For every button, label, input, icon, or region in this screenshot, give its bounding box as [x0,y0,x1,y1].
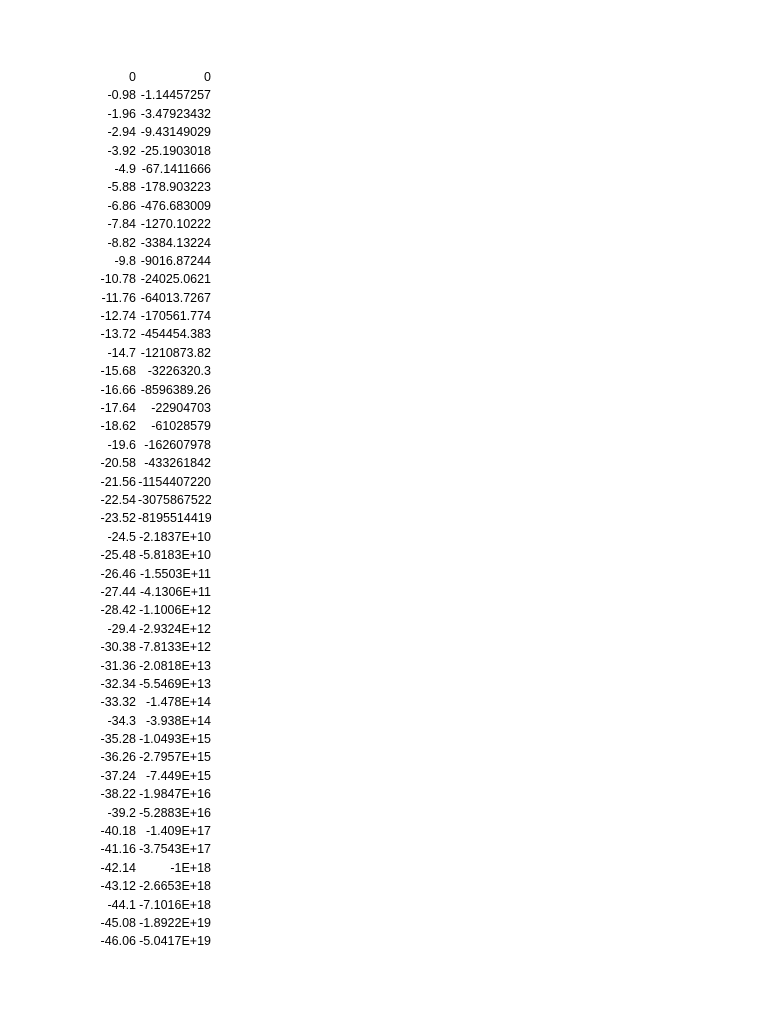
column-b-cell[interactable]: -9.43149029 [140,125,211,140]
data-row [0,822,211,840]
column-b-cell[interactable]: -2.9324E+12 [139,621,211,636]
spreadsheet-data [0,68,211,951]
column-b-cell[interactable]: -178.903223 [140,180,211,195]
column-b-cell[interactable]: -1.8922E+19 [139,915,211,930]
column-a-cell[interactable]: -46.06 [100,934,136,949]
data-row [0,215,211,233]
data-row [0,914,211,932]
data-row [0,307,211,325]
column-a-cell[interactable]: -18.62 [100,419,136,434]
data-row [0,105,211,123]
column-b-cell[interactable]: -2.7957E+15 [139,750,211,765]
data-row [0,289,211,307]
column-a-cell[interactable]: -29.4 [107,621,136,636]
column-a-cell[interactable]: -41.16 [100,842,136,857]
data-row [0,638,211,656]
column-b-cell[interactable]: -1.478E+14 [146,695,211,710]
data-row [0,932,211,950]
column-b-cell[interactable]: -67.1411666 [141,161,211,176]
column-a-cell[interactable]: -33.32 [100,695,136,710]
data-row [0,399,211,417]
column-b-cell[interactable]: -8195514419 [138,511,212,526]
data-row [0,767,211,785]
column-a-cell[interactable]: -26.46 [100,566,136,581]
column-b-cell[interactable]: -5.8183E+10 [139,548,211,563]
column-a-cell[interactable]: -11.76 [101,290,136,305]
column-b-cell[interactable]: -4.1306E+11 [139,584,211,599]
column-b-cell[interactable]: -1.14457257 [140,88,211,103]
data-row [0,123,211,141]
column-b-cell[interactable]: -1.409E+17 [146,824,211,839]
column-a-cell[interactable]: -25.48 [100,548,136,563]
column-b-cell[interactable]: -24025.0621 [140,272,211,287]
column-a-cell[interactable]: -8.82 [107,235,136,250]
column-a-cell[interactable]: -42.14 [100,860,136,875]
column-a-cell[interactable]: -6.86 [107,198,136,213]
column-b-cell[interactable]: -7.8133E+12 [139,640,211,655]
column-a-cell[interactable]: -7.84 [107,217,136,232]
data-row [0,160,211,178]
column-b-cell[interactable]: -2.0818E+13 [139,658,211,673]
column-a-cell[interactable]: -39.2 [107,805,136,820]
data-row [0,86,211,104]
column-a-cell[interactable]: -40.18 [100,824,136,839]
data-row [0,325,211,343]
column-a-cell[interactable]: -32.34 [100,676,136,691]
column-b-cell[interactable]: -61028579 [151,419,211,434]
column-a-cell[interactable]: -3.92 [107,143,136,158]
column-b-cell[interactable]: -476.683009 [140,198,211,213]
column-a-cell[interactable]: -14.7 [107,345,136,360]
column-b-cell[interactable]: -1.0493E+15 [139,732,211,747]
column-b-cell[interactable]: -22904703 [151,401,211,416]
data-row [0,693,211,711]
column-b-cell[interactable]: -170561.774 [140,309,211,324]
column-a-cell[interactable]: -10.78 [100,272,136,287]
column-b-cell[interactable]: -8596389.26 [140,382,211,397]
column-a-cell[interactable]: -5.88 [107,180,136,195]
column-b-cell[interactable]: -64013.7267 [140,290,211,305]
column-b-cell[interactable]: -433261842 [144,456,211,471]
column-a-cell[interactable]: -0.98 [107,88,136,103]
data-row [0,270,211,288]
column-b-cell[interactable]: -5.2883E+16 [139,805,211,820]
data-row [0,178,211,196]
column-b-cell[interactable]: -7.1016E+18 [139,897,211,912]
column-a-cell[interactable]: -34.3 [107,713,136,728]
data-row [0,381,211,399]
column-b-cell[interactable]: -3226320.3 [147,364,211,379]
column-b-cell[interactable]: -1210873.82 [140,345,211,360]
column-a-cell[interactable]: -16.66 [100,382,136,397]
data-row [0,620,211,638]
column-a-cell[interactable]: -9.8 [114,253,136,268]
column-b-cell[interactable]: -1.1006E+12 [139,603,211,618]
column-b-cell[interactable]: -3384.13224 [140,235,211,250]
column-b-cell[interactable]: -1154407220 [138,474,211,489]
column-b-cell[interactable]: -162607978 [144,437,211,452]
column-a-cell[interactable]: -27.44 [100,584,136,599]
column-b-cell[interactable]: -1.9847E+16 [139,787,211,802]
data-row [0,748,211,766]
column-a-cell[interactable]: 0 [129,70,136,84]
data-row [0,859,211,877]
column-b-cell[interactable]: -1270.10222 [140,217,211,232]
data-row [0,565,211,583]
column-a-cell[interactable]: -35.28 [100,732,136,747]
data-row [0,234,211,252]
column-b-cell[interactable]: -5.0417E+19 [139,934,211,949]
data-row [0,877,211,895]
data-row [0,509,211,527]
data-row [0,712,211,730]
column-b-cell[interactable]: -1E+18 [170,860,211,875]
data-row [0,657,211,675]
column-b-cell[interactable]: -5.5469E+13 [139,676,211,691]
column-b-cell[interactable]: -1.5503E+11 [139,566,211,581]
column-b-cell[interactable]: -25.1903018 [140,143,211,158]
data-row [0,675,211,693]
data-row [0,417,211,435]
column-a-cell[interactable]: -45.08 [100,915,136,930]
data-row [0,436,211,454]
data-row [0,896,211,914]
data-row [0,601,211,619]
column-a-cell[interactable]: -15.68 [100,364,136,379]
column-a-cell[interactable]: -44.1 [107,897,136,912]
column-a-cell[interactable]: -38.22 [100,787,136,802]
data-row [0,528,211,546]
column-b-cell[interactable]: 0 [204,70,211,84]
column-a-cell[interactable]: -4.9 [114,161,136,176]
column-b-cell[interactable]: -9016.87244 [140,253,211,268]
column-a-cell[interactable]: -13.72 [100,327,136,342]
column-a-cell[interactable]: -19.6 [107,437,136,452]
data-row [0,142,211,160]
column-a-cell[interactable]: -43.12 [100,879,136,894]
data-row [0,197,211,215]
column-b-cell[interactable]: -3.7543E+17 [139,842,211,857]
column-a-cell[interactable]: -23.52 [100,511,136,526]
data-row [0,491,211,509]
data-row [0,804,211,822]
data-row [0,362,211,380]
column-a-cell[interactable]: -22.54 [100,492,136,507]
column-a-cell[interactable]: -37.24 [100,768,136,783]
column-a-cell[interactable]: -36.26 [100,750,136,765]
data-row [0,840,211,858]
data-row [0,454,211,472]
column-b-cell[interactable]: -2.6653E+18 [139,879,211,894]
column-a-cell[interactable]: -12.74 [100,309,136,324]
column-a-cell[interactable]: -31.36 [100,658,136,673]
column-a-cell[interactable]: -1.96 [107,106,136,121]
column-b-cell[interactable]: -3075867522 [138,492,212,507]
data-row [0,344,211,362]
data-row [0,583,211,601]
column-a-cell[interactable]: -28.42 [100,603,136,618]
column-a-cell[interactable]: -21.56 [100,474,136,489]
column-b-cell[interactable]: -3.47923432 [140,106,211,121]
column-b-cell[interactable]: -3.938E+14 [146,713,211,728]
column-a-cell[interactable]: -2.94 [107,125,136,140]
column-b-cell[interactable]: -2.1837E+10 [139,529,211,544]
data-row [0,785,211,803]
column-a-cell[interactable]: -17.64 [100,401,136,416]
data-row [0,473,211,491]
data-row [0,730,211,748]
column-a-cell[interactable]: -24.5 [107,529,136,544]
data-row [0,546,211,564]
data-row [0,252,211,270]
data-row [0,68,211,86]
column-a-cell[interactable]: -30.38 [100,640,136,655]
column-a-cell[interactable]: -20.58 [100,456,136,471]
column-b-cell[interactable]: -454454.383 [140,327,211,342]
column-b-cell[interactable]: -7.449E+15 [146,768,211,783]
